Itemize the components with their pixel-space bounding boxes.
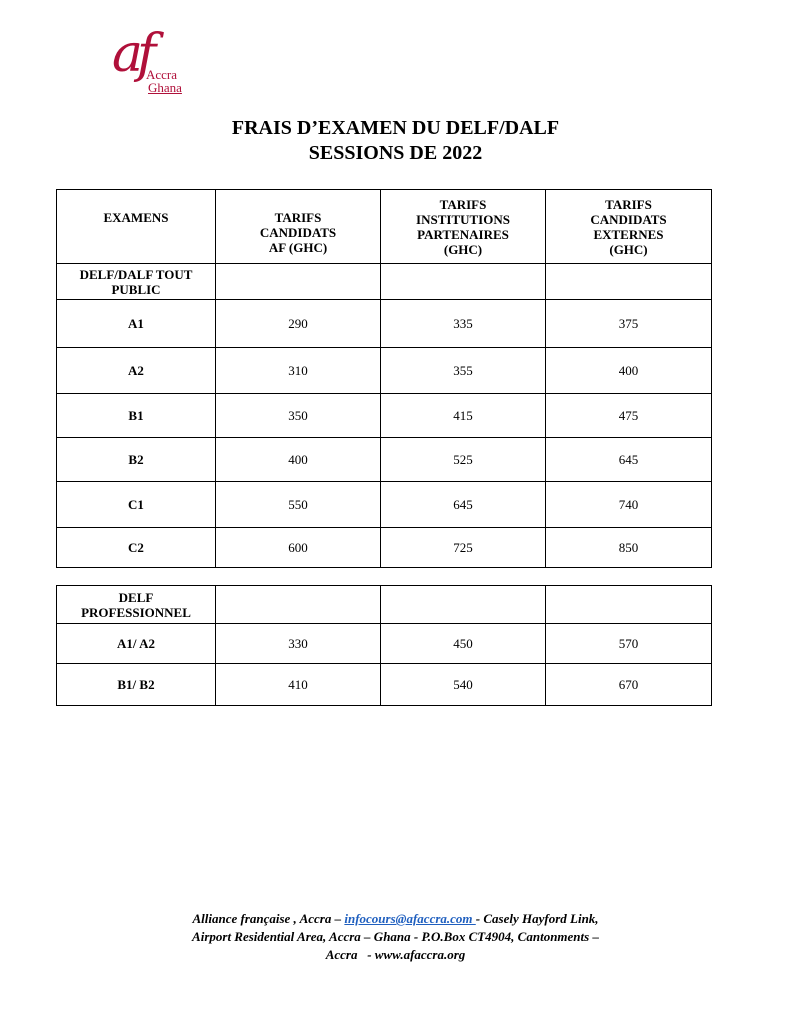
- section-row: [57, 586, 712, 624]
- external-fee: 740: [546, 482, 712, 528]
- af-fee: 310: [216, 348, 381, 394]
- empty-cell: [546, 264, 712, 300]
- table-row: [57, 348, 712, 394]
- email-link[interactable]: infocours@afaccra.com: [344, 911, 476, 926]
- af-fee: 330: [216, 624, 381, 664]
- exam-level: A1: [57, 300, 216, 348]
- external-fee: 850: [546, 528, 712, 568]
- table-row: [57, 300, 712, 348]
- af-fee: 350: [216, 394, 381, 438]
- logo-country: Ghana: [148, 80, 182, 95]
- empty-cell: [216, 264, 381, 300]
- partner-fee: 645: [381, 482, 546, 528]
- section-label: DELF PROFESSIONNEL: [57, 586, 216, 624]
- table-row: [57, 482, 712, 528]
- af-fee: 550: [216, 482, 381, 528]
- footer-address: [0, 910, 791, 964]
- section-row: [57, 264, 712, 300]
- header-exams: EXAMENS: [57, 190, 216, 264]
- partner-fee: 450: [381, 624, 546, 664]
- external-fee: 375: [546, 300, 712, 348]
- empty-cell: [381, 586, 546, 624]
- exam-level: C2: [57, 528, 216, 568]
- footer-line-3: Accra - www.afaccra.org: [325, 947, 466, 962]
- exam-level: B1: [57, 394, 216, 438]
- table-row: [57, 664, 712, 706]
- partner-fee: 540: [381, 664, 546, 706]
- exam-level: B2: [57, 438, 216, 482]
- exam-level: C1: [57, 482, 216, 528]
- footer-street: - Casely Hayford Link,: [475, 911, 599, 926]
- footer-line-2: Airport Residential Area, Accra – Ghana - P.O.Box CT4904, Cantonments –: [192, 929, 599, 944]
- page-title: FRAIS D’EXAMEN DU DELF/DALF: [231, 117, 560, 139]
- empty-cell: [546, 586, 712, 624]
- logo-mark: af: [112, 24, 151, 84]
- logo-city: Accra: [146, 67, 178, 82]
- af-fee: 410: [216, 664, 381, 706]
- section-label: DELF/DALF TOUT PUBLIC: [57, 264, 216, 300]
- page-subtitle: SESSIONS DE 2022: [308, 142, 483, 164]
- fees-table-professional: [56, 585, 712, 706]
- table-row: [57, 438, 712, 482]
- af-fee: 400: [216, 438, 381, 482]
- exam-level: A1/ A2: [57, 624, 216, 664]
- external-fee: 400: [546, 348, 712, 394]
- empty-cell: [381, 264, 546, 300]
- table-header-row: [57, 190, 712, 264]
- exam-level: B1/ B2: [57, 664, 216, 706]
- footer-org: Alliance française , Accra –: [192, 911, 345, 926]
- partner-fee: 725: [381, 528, 546, 568]
- external-fee: 570: [546, 624, 712, 664]
- header-partner-fees: TARIFS INSTITUTIONS PARTENAIRES (GHC): [381, 190, 546, 264]
- external-fee: 645: [546, 438, 712, 482]
- header-external-fees: TARIFS CANDIDATS EXTERNES (GHC): [546, 190, 712, 264]
- fees-table-general: [56, 189, 712, 568]
- af-fee: 290: [216, 300, 381, 348]
- table-row: [57, 624, 712, 664]
- partner-fee: 355: [381, 348, 546, 394]
- exam-level: A2: [57, 348, 216, 394]
- alliance-francaise-logo: [108, 24, 188, 100]
- empty-cell: [216, 586, 381, 624]
- external-fee: 670: [546, 664, 712, 706]
- footer-line-1: [0, 910, 791, 928]
- table-row: [57, 394, 712, 438]
- partner-fee: 525: [381, 438, 546, 482]
- partner-fee: 415: [381, 394, 546, 438]
- partner-fee: 335: [381, 300, 546, 348]
- af-fee: 600: [216, 528, 381, 568]
- external-fee: 475: [546, 394, 712, 438]
- table-row: [57, 528, 712, 568]
- header-af-fees: TARIFS CANDIDATS AF (GHC): [216, 190, 381, 264]
